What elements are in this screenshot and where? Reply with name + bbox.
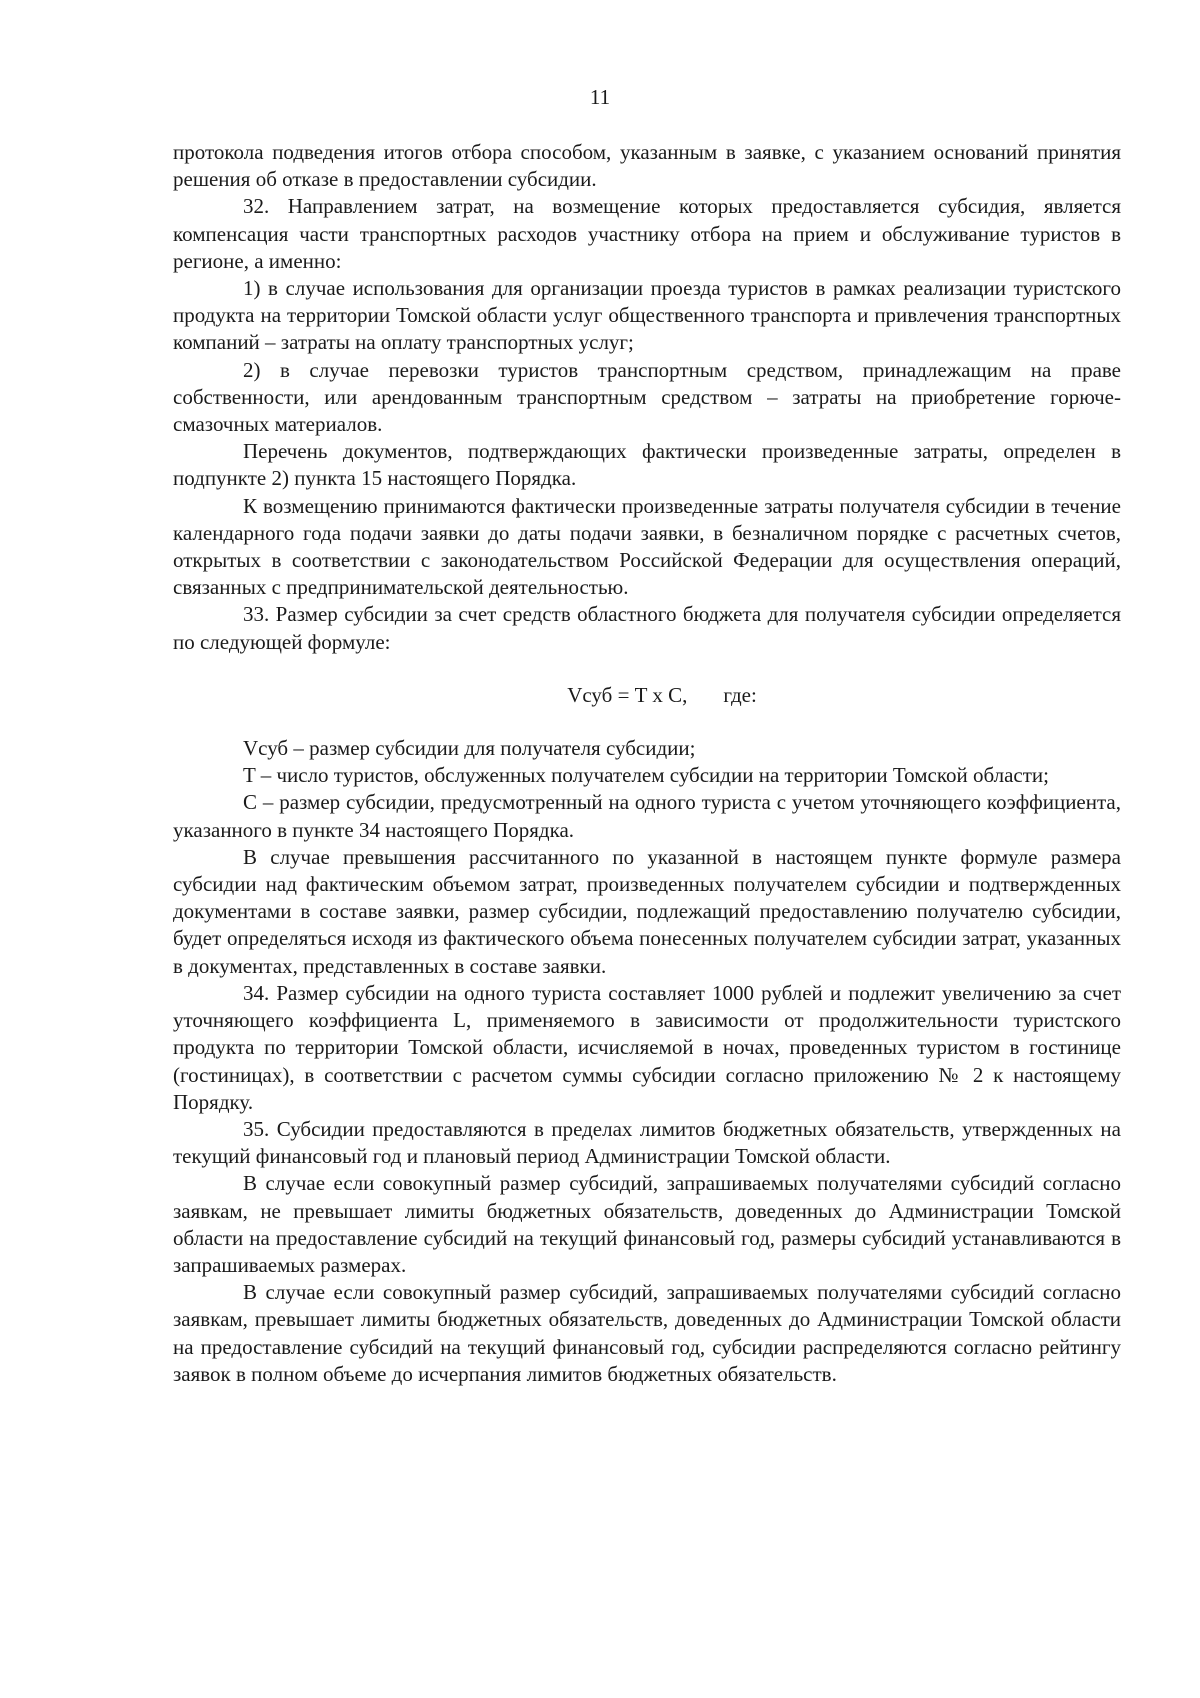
paragraph-item-33: 33. Размер субсидии за счет средств областного бюджета для получателя субсидии определяется по следующей формуле: xyxy=(173,602,1121,654)
formula-definition-c: C – размер субсидии, предусмотренный на одного туриста с учетом уточняющего коэффициента, указанного в пункте 34 настоящего Порядка. xyxy=(173,790,1121,842)
paragraph-item-32: 32. Направлением затрат, на возмещение которых предоставляется субсидия, является компенсация части транспортных расходов участнику отбора на прием и обслуживание туристов в регионе, а именно: xyxy=(173,194,1121,273)
paragraph-item-34: 34. Размер субсидии на одного туриста составляет 1000 рублей и подлежит увеличению за счет уточняющего коэффициента L, применяемого в зависимости от продолжительности туристского продукта по территории Томской области, исчисляемой в ночах, проведенных туристом в гостинице (гостиницах), в соответствии с расчетом суммы субсидии согласно приложению № 2 к настоящему Порядку. xyxy=(173,980,1121,1114)
paragraph: В случае если совокупный размер субсидий, запрашиваемых получателями субсидий согласно заявкам, превышает лимиты бюджетных обязательств, доведенных до Администрации Томской области на предоставление субсидий на текущий финансовый год, субсидии распределяются согласно рейтингу заявок в полном объеме до исчерпания лимитов бюджетных обязательств. xyxy=(173,1280,1121,1386)
paragraph: В случае если совокупный размер субсидий, запрашиваемых получателями субсидий согласно заявкам, не превышает лимиты бюджетных обязательств, доведенных до Администрации Томской области на предоставление субсидий на текущий финансовый год, размеры субсидий устанавливаются в запрашиваемых размерах. xyxy=(173,1171,1121,1277)
formula-definition-t: T – число туристов, обслуженных получателем субсидии на территории Томской области; xyxy=(243,763,1049,788)
page-number: 11 xyxy=(589,85,611,109)
paragraph: В случае превышения рассчитанного по указанной в настоящем пункте формуле размера субсидии над фактическим объемом затрат, произведенных получателем субсидии и подтвержденных документами в составе заявки, размер субсидии, подлежащий предоставлению получателю субсидии, будет определяться исходя из фактического объема понесенных получателем субсидии затрат, указанных в документах, представленных в составе заявки. xyxy=(173,844,1121,978)
paragraph: Перечень документов, подтверждающих фактически произведенные затраты, определен в подпункте 2) пункта 15 настоящего Порядка. xyxy=(173,439,1121,491)
formula-definition-vsub: Vсуб – размер субсидии для получателя субсидии; xyxy=(243,736,696,761)
formula xyxy=(173,682,1121,709)
paragraph-subitem-1: 1) в случае использования для организации проезда туристов в рамках реализации туристского продукта на территории Томской области услуг общественного транспорта и привлечения транспортных компаний – затраты на оплату транспортных услуг; xyxy=(173,276,1121,355)
paragraph: К возмещению принимаются фактически произведенные затраты получателя субсидии в течение календарного года подачи заявки до даты подачи заявки, в безналичном порядке с расчетных счетов, открытых в соответствии с законодательством Российской Федерации для осуществления операций, связанных с предпринимательской деятельностью. xyxy=(173,493,1121,600)
paragraph-subitem-2: 2) в случае перевозки туристов транспортным средством, принадлежащим на праве собственности, или арендованным транспортным средством – затраты на приобретение горюче-смазочных материалов. xyxy=(173,357,1121,437)
paragraph-item-35: 35. Субсидии предоставляются в пределах лимитов бюджетных обязательств, утвержденных на текущий финансовый год и плановый период Администрации Томской области. xyxy=(173,1116,1121,1169)
paragraph: протокола подведения итогов отбора способом, указанным в заявке, с указанием оснований принятия решения об отказе в предоставлении субсидии. xyxy=(173,140,1121,192)
document-body xyxy=(173,139,1121,1388)
formula-where: где: xyxy=(723,682,757,707)
formula-expression: Vсуб = T x C, xyxy=(567,682,688,707)
